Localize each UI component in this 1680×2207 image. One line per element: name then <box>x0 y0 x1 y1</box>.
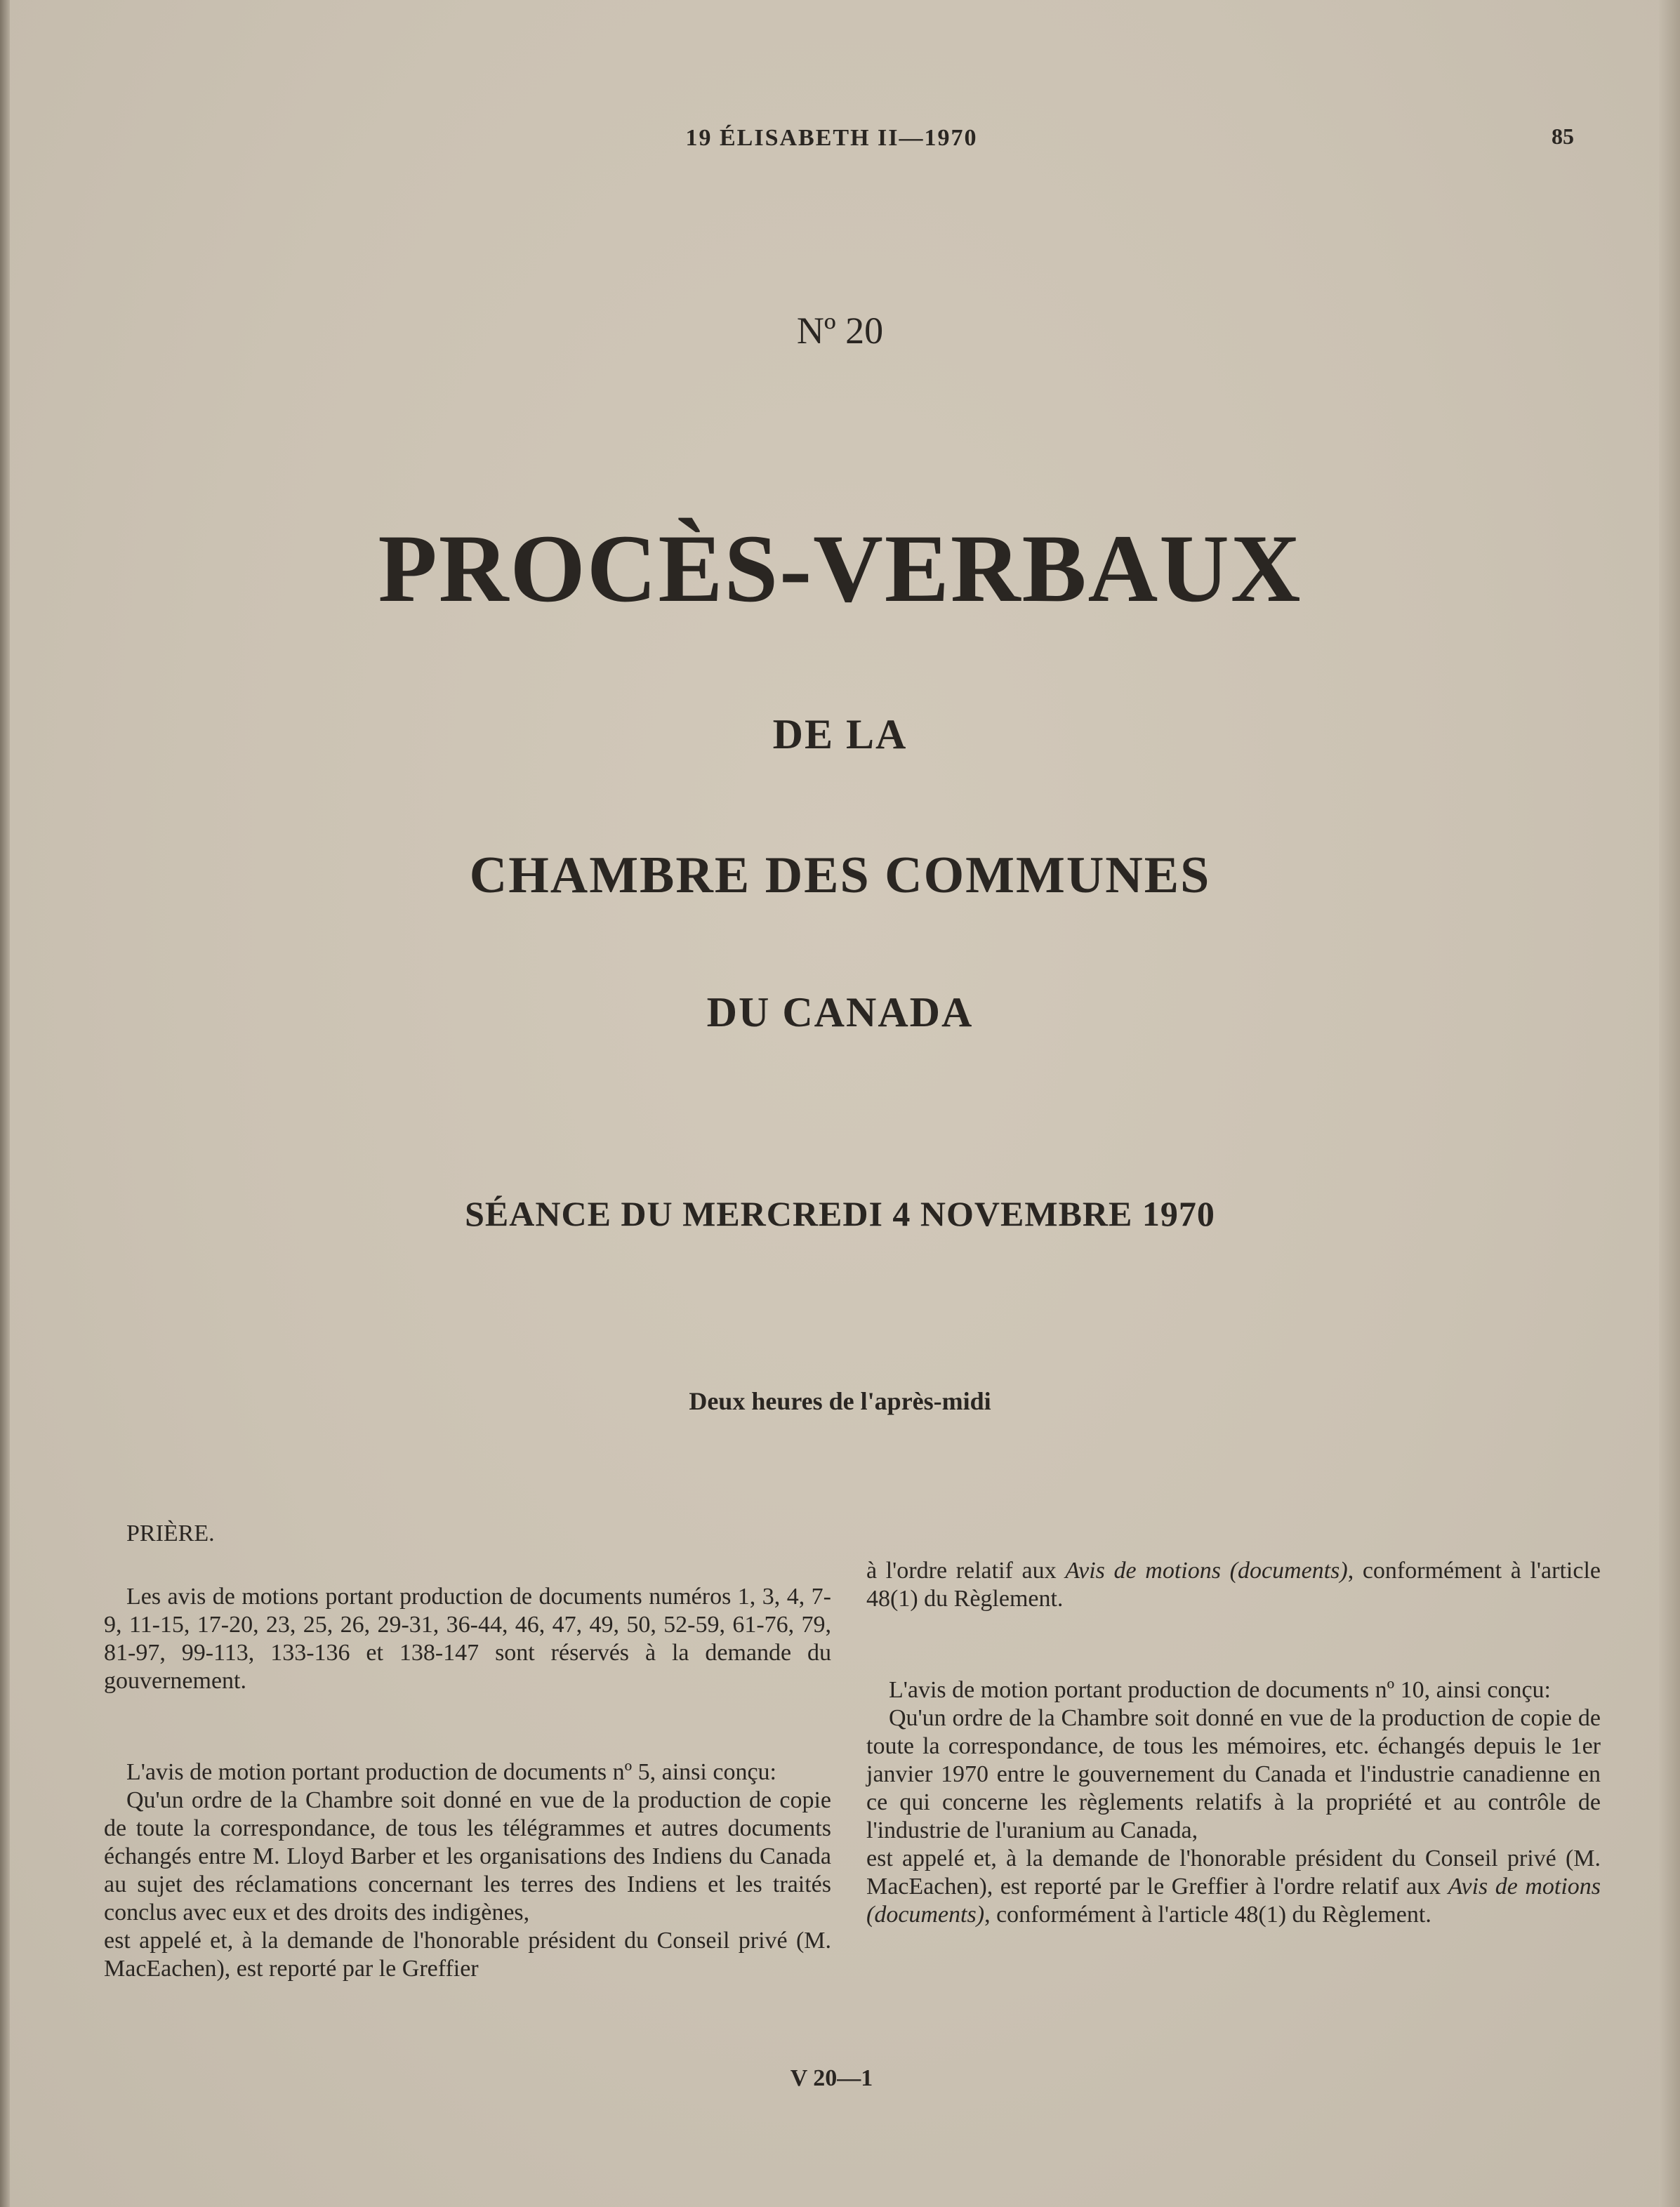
running-head <box>0 125 1680 152</box>
left-paragraph-ordre: Qu'un ordre de la Chambre soit donné en vue de la production de copie de toute la correspondance, de tous les télégrammes et autres documents échangés entre M. Lloyd Barber et les organisations des Indiens du Canada au sujet des réclamations concernant les terres des Indiens et les traités conclus avec eux et des droits des indigènes, <box>104 1787 831 1926</box>
right-p1-italic: Avis de motions (documents) <box>1065 1558 1348 1584</box>
right-p4-end: , conformément à l'article 48(1) du Règlement. <box>984 1902 1431 1928</box>
right-paragraph-appele <box>866 1845 1601 1929</box>
page-footer <box>0 2065 1680 2092</box>
signature-mark: V 20—1 <box>790 2065 873 2091</box>
right-paragraph-continuation <box>866 1557 1601 1613</box>
sitting-date: SÉANCE DU MERCREDI 4 NOVEMBRE 1970 <box>465 1194 1215 1233</box>
title-du-canada: DU CANADA <box>706 989 974 1035</box>
right-p4-italic: Avis de motions (documents) <box>866 1874 1601 1928</box>
right-paragraph-motion-10: L'avis de motion portant production de documents nº 10, ainsi conçu: <box>889 1677 1551 1703</box>
title-proces-verbaux: PROCÈS-VERBAUX <box>378 515 1302 622</box>
page-number: 85 <box>1552 124 1574 149</box>
left-paragraph-motion-5: L'avis de motion portant production de documents nº 5, ainsi conçu: <box>126 1759 776 1785</box>
left-column <box>104 1520 831 1983</box>
left-paragraph-reserved: Les avis de motions portant production de documents numéros 1, 3, 4, 7-9, 11-15, 17-20, 23, 25, 26, 29-31, 36-44, 46, 47, 49, 50, 52-59, 61-76, 79, 81-97, 99-113, 133-136 et 138-147 sont réservés à la demande du gouvernement. <box>104 1584 831 1694</box>
title-chambre-des-communes: CHAMBRE DES COMMUNES <box>469 847 1211 904</box>
running-head-text: 19 ÉLISABETH II—1970 <box>685 125 978 151</box>
sitting-time: Deux heures de l'après-midi <box>689 1387 991 1415</box>
left-paragraph-appele: est appelé et, à la demande de l'honorable président du Conseil privé (M. MacEachen), est reporté par le Greffier <box>104 1928 831 1982</box>
right-paragraph-ordre: Qu'un ordre de la Chambre soit donné en vue de la production de copie de toute la correspondance, de tous les mémoires, etc. échangés depuis le 1er janvier 1970 entre le gouvernement du Canada et l'industrie canadienne en ce qui concerne les règlements relatifs à la propriété et au contrôle de l'industrie de l'uranium au Canada, <box>866 1705 1601 1843</box>
issue-number: Nº 20 <box>796 310 884 352</box>
right-p1-start: à l'ordre relatif aux <box>866 1558 1066 1584</box>
right-p1-end: , conformément à l'article 48(1) du Règlement. <box>866 1558 1601 1612</box>
title-de-la: DE LA <box>772 711 908 757</box>
right-p4-start: est appelé et, à la demande de l'honorable président du Conseil privé (M. MacEachen), est reporté par le Greffier à l'ordre relatif aux <box>866 1845 1601 1900</box>
priere-heading: PRIÈRE. <box>126 1520 215 1546</box>
right-column <box>866 1557 1601 1929</box>
